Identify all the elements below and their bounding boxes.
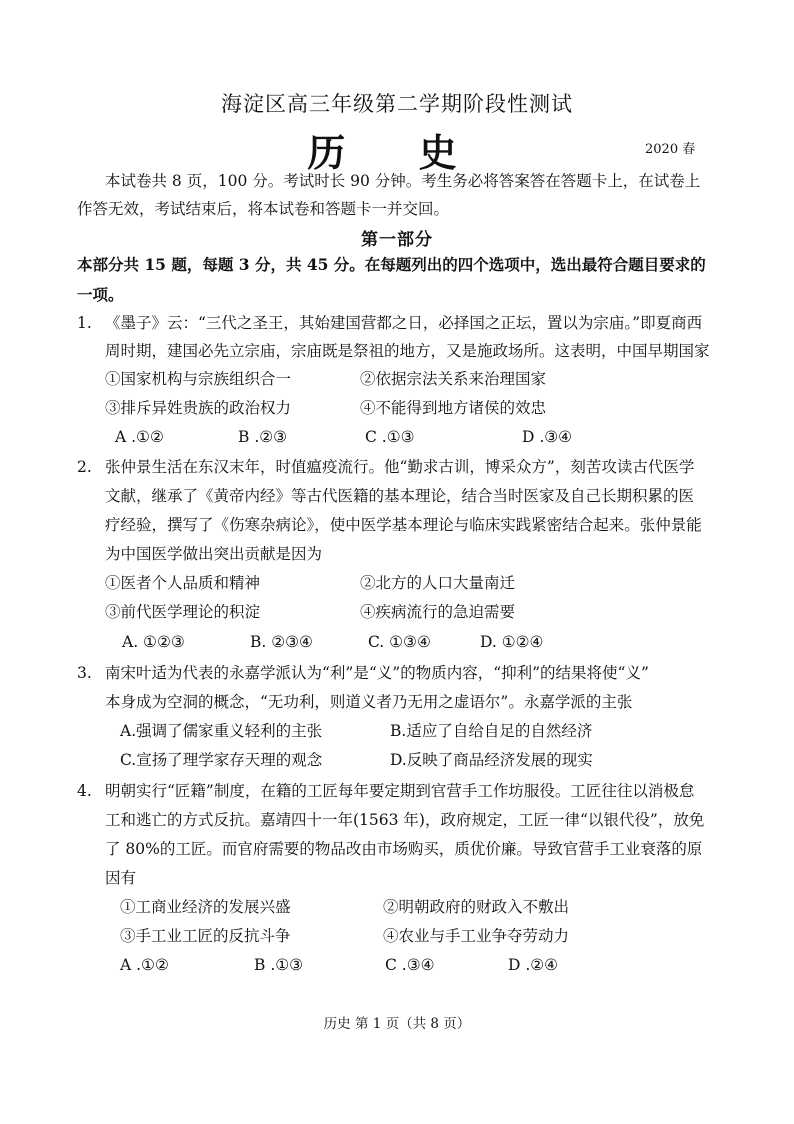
question-text-line: 疗经验，撰写了《伤寒杂病论》，使中医学基本理论与临床实践紧密结合起来。张仲景能 (105, 516, 702, 534)
question-text-line: 文献，继承了《黄帝内经》等古代医籍的基本理论，结合当时医家及自己长期积累的医 (105, 487, 695, 505)
subject-title: 历 史 (307, 130, 487, 175)
question-text-line: 因有 (105, 869, 137, 887)
question-text-line: 本身成为空洞的概念，“无功利，则道义者乃无用之虚语尔”。永嘉学派的主张 (105, 693, 633, 711)
option-b: B.适应了自给自足的自然经济 (390, 722, 593, 740)
option-b: B .②③ (238, 428, 288, 446)
statement: ③前代医学理论的积淀 (105, 603, 261, 621)
option-c: C .③④ (385, 956, 435, 974)
statement: ③手工业工匠的反抗斗争 (120, 927, 291, 945)
statement: ①医者个人品质和精神 (105, 574, 261, 592)
question-number: 2. (77, 458, 92, 476)
question-number: 4. (77, 782, 92, 800)
question-text-line: 为中国医学做出突出贡献是因为 (105, 545, 323, 563)
question-number: 3. (77, 664, 92, 682)
statement: ②北方的人口大量南迁 (360, 574, 516, 592)
option-b: B. ②③④ (250, 633, 313, 651)
option-b: B .①③ (254, 956, 304, 974)
question-text-line: 《墨子》云：“三代之圣王，其始建国营都之日，必择国之正坛，置以为宗庙。”即夏商西 (105, 314, 703, 332)
option-d: D. ①②④ (480, 633, 544, 651)
question-text-line: 南宋叶适为代表的永嘉学派认为“利”是“义”的物质内容，“抑利”的结果将使“义” (105, 664, 649, 682)
question-text-line: 周时期，建国必先立宗庙，宗庙既是祭祖的地方，又是施政场所。这表明，中国早期国家 (105, 342, 710, 360)
exam-year: 2020 春 (645, 142, 696, 157)
option-d: D.反映了商品经济发展的现实 (390, 751, 593, 769)
statement: ①工商业经济的发展兴盛 (120, 898, 291, 916)
option-d: D .②④ (508, 956, 559, 974)
option-a: A.强调了儒家重义轻利的主张 (120, 722, 323, 740)
option-c: C.宣扬了理学家存天理的观念 (120, 751, 323, 769)
statement: ②明朝政府的财政入不敷出 (383, 898, 570, 916)
page-footer: 历史 第 1 页（共 8 页） (323, 1016, 471, 1032)
part-title: 第一部分 (361, 230, 433, 250)
exam-title: 海淀区高三年级第二学期阶段性测试 (221, 92, 573, 116)
question-text-line: 了 80%的工匠。而官府需要的物品改由市场购买，质优价廉。导致官营手工业衰落的原 (105, 840, 703, 858)
instruction-line-1: 本试卷共 8 页，100 分。考试时长 90 分钟。考生务必将答案答在答题卡上，在试卷上 (105, 172, 701, 190)
question-text-line: 工和逃亡的方式反抗。嘉靖四十一年(1563 年)，政府规定，工匠一律“以银代役”，放免 (105, 811, 705, 829)
statement: ③排斥异姓贵族的政治权力 (105, 399, 292, 417)
option-d: D .③④ (522, 428, 573, 446)
statement: ①国家机构与宗族组织合一 (105, 370, 292, 388)
statement: ④疾病流行的急迫需要 (360, 603, 516, 621)
question-text-line: 张仲景生活在东汉末年，时值瘟疫流行。他“勤求古训，博采众方”，刻苦攻读古代医学 (105, 458, 695, 476)
statement: ④不能得到地方诸侯的效忠 (360, 399, 547, 417)
question-text-line: 明朝实行“匠籍”制度，在籍的工匠每年要定期到官营手工作坊服役。工匠往往以消极怠 (105, 782, 695, 800)
part-desc-line-1: 本部分共 15 题，每题 3 分，共 45 分。在每题列出的四个选项中，选出最符合题目要求的 (77, 255, 706, 274)
instruction-line-2: 作答无效，考试结束后，将本试卷和答题卡一并交回。 (77, 200, 450, 218)
statement: ②依据宗法关系来治理国家 (360, 370, 547, 388)
option-c: C .①③ (365, 428, 415, 446)
option-a: A .①② (115, 428, 164, 446)
option-c: C. ①③④ (368, 633, 431, 651)
option-a: A .①② (120, 956, 169, 974)
option-a: A. ①②③ (122, 633, 185, 651)
part-desc-line-2: 一项。 (77, 285, 124, 304)
statement: ④农业与手工业争夺劳动力 (383, 927, 570, 945)
question-number: 1. (77, 314, 92, 332)
